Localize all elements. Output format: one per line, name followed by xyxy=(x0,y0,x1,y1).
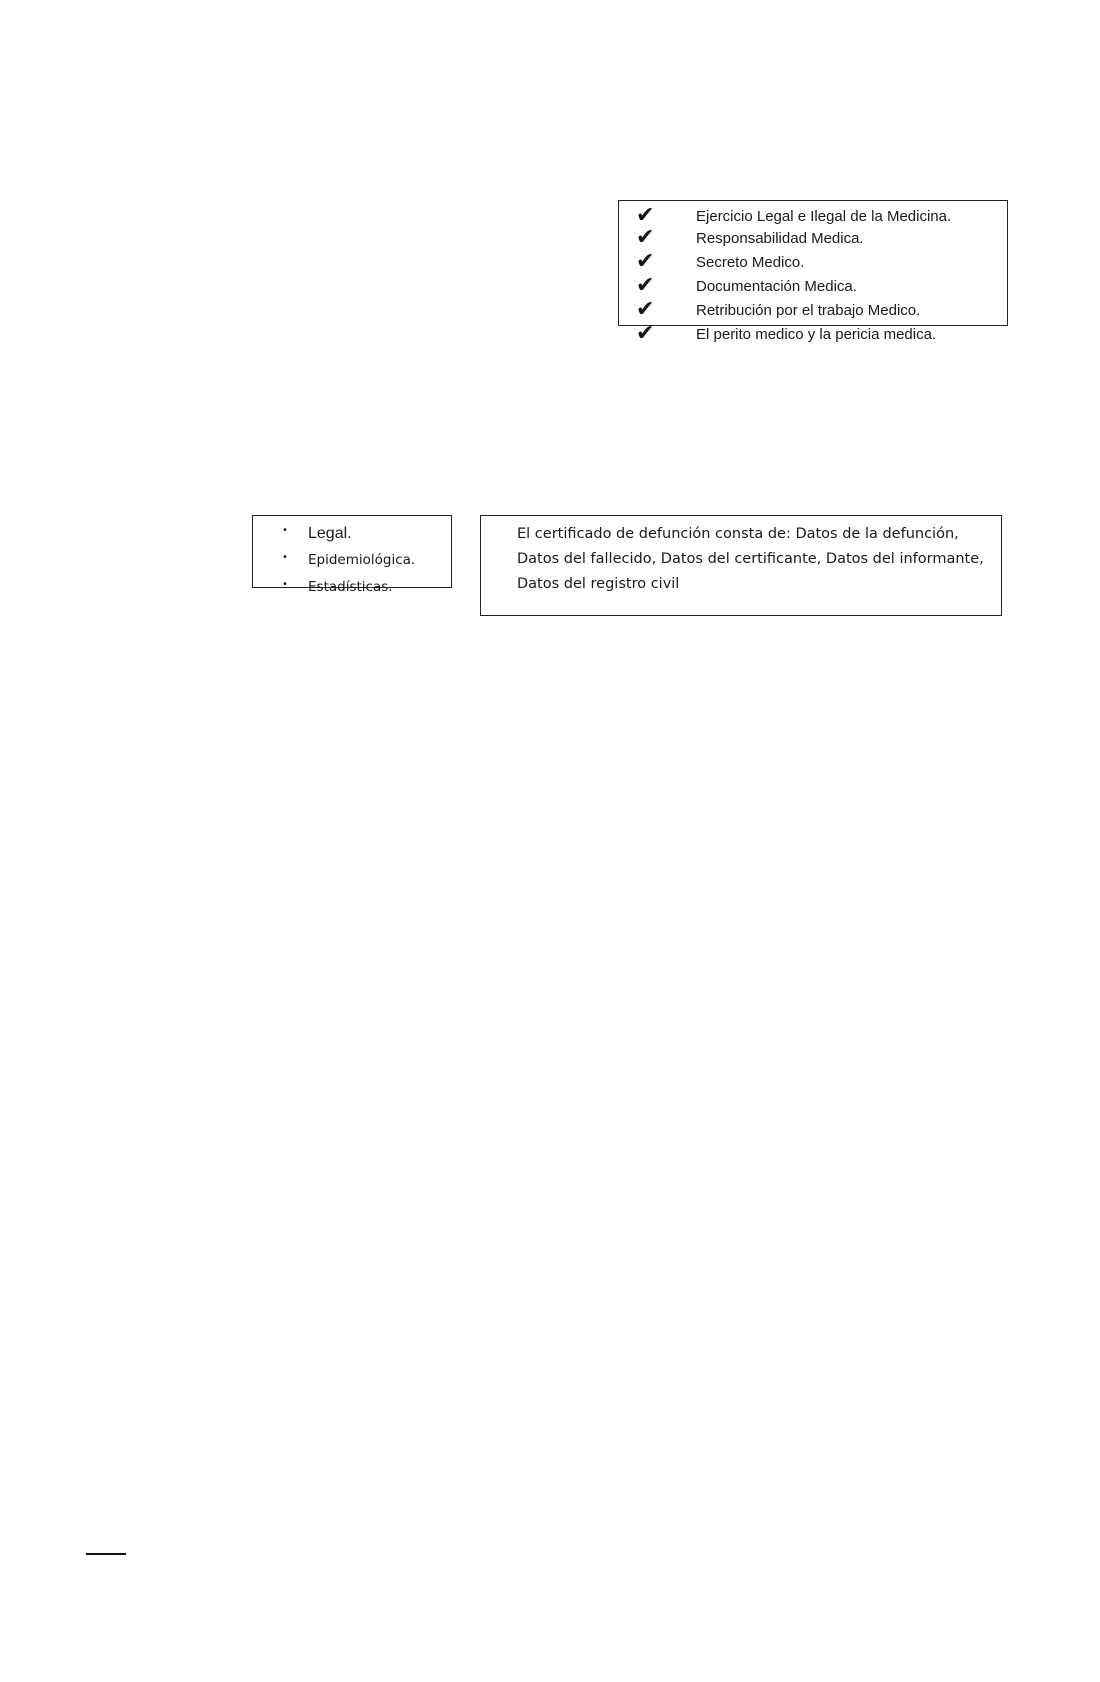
check-list-item xyxy=(636,225,1036,250)
check-mark-icon: ✔ xyxy=(636,273,655,298)
check-list-item xyxy=(636,273,1036,298)
bullet-item-text: Legal. xyxy=(308,525,352,542)
check-mark-icon: ✔ xyxy=(636,297,655,322)
check-list-item xyxy=(636,321,1036,346)
check-list-item xyxy=(636,203,1036,228)
check-item-text: El perito medico y la pericia medica. xyxy=(696,326,937,343)
check-list xyxy=(636,203,1036,350)
footnote-separator xyxy=(86,1553,126,1555)
check-mark-icon: ✔ xyxy=(636,249,655,274)
check-item-text: Secreto Medico. xyxy=(696,254,805,271)
check-item-text: Retribución por el trabajo Medico. xyxy=(696,302,921,319)
bullet-list xyxy=(282,525,415,606)
bullet-icon: • xyxy=(282,552,288,563)
bullet-list-item xyxy=(282,525,415,552)
certificate-text-box xyxy=(480,515,1002,616)
check-item-text: Documentación Medica. xyxy=(696,278,857,295)
bullet-item-text: Estadísticas. xyxy=(308,579,393,595)
check-mark-icon: ✔ xyxy=(636,225,655,250)
bullet-icon: • xyxy=(282,525,288,536)
check-mark-icon: ✔ xyxy=(636,321,655,346)
bullet-list-item xyxy=(282,579,415,606)
bullet-icon: • xyxy=(282,579,288,590)
check-list-item xyxy=(636,297,1036,322)
bullet-item-text: Epidemiológica. xyxy=(308,552,416,568)
check-mark-icon: ✔ xyxy=(636,203,655,228)
check-item-text: Ejercicio Legal e Ilegal de la Medicina. xyxy=(696,208,952,225)
certificate-description: El certificado de defunción consta de: Datos de la defunción, Datos del fallecido, Datos del certificante, Datos del informante, Datos del registro civil xyxy=(517,526,984,592)
bullet-list-item xyxy=(282,552,415,579)
check-list-item xyxy=(636,249,1036,274)
check-item-text: Responsabilidad Medica. xyxy=(696,230,864,247)
